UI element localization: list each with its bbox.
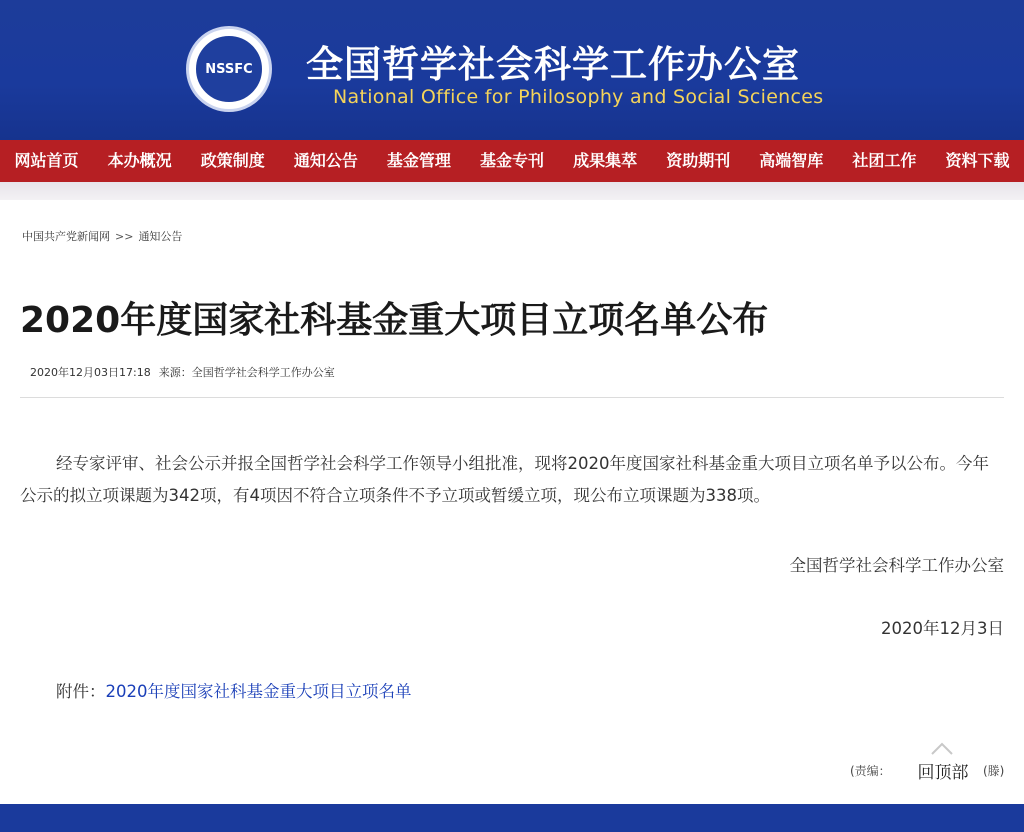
article-signature: 全国哲学社会科学工作办公室: [789, 556, 1004, 575]
attachment-link[interactable]: 2020年度国家社科基金重大项目立项名单: [105, 682, 412, 701]
source-label: 来源：: [158, 366, 192, 379]
nav-item-notices[interactable]: 通知公告: [293, 151, 358, 170]
nav-item-home[interactable]: 网站首页: [14, 151, 79, 170]
main-nav: [0, 140, 1024, 182]
article-datetime: 2020年12月03日17:18: [30, 366, 151, 379]
article-title: 2020年度国家社科基金重大项目立项名单公布: [20, 300, 769, 341]
nav-item-fund-management[interactable]: 基金管理: [386, 151, 451, 170]
article-body: 经专家评审、社会公示并报全国哲学社会科学工作领导小组批准，现将2020年度国家社科基金重大项目立项名单予以公布。今年公示的拟立项课题为342项，有4项因不符合立项条件不予立项或暂缓立项，现公布立项课题为338项。: [20, 454, 989, 505]
page-footer-bar: [0, 804, 1024, 832]
article-source: 全国哲学社会科学工作办公室: [191, 366, 335, 379]
nav-item-think-tank[interactable]: 高端智库: [759, 151, 824, 170]
nav-item-achievements[interactable]: 成果集萃: [573, 151, 638, 170]
nav-item-about[interactable]: 本办概况: [107, 151, 172, 170]
attachment: [56, 678, 412, 702]
site-subtitle: National Office for Philosophy and Social Sciences: [333, 86, 824, 108]
breadcrumb-root-link[interactable]: 中国共产党新闻网: [22, 230, 110, 243]
nssfc-logo[interactable]: [186, 26, 272, 112]
nav-item-policy[interactable]: 政策制度: [200, 151, 265, 170]
attachment-label: 附件：: [56, 682, 106, 701]
breadcrumb-current-link[interactable]: 通知公告: [138, 230, 183, 243]
back-to-top-button[interactable]: [906, 730, 980, 782]
editor-prefix: (责编：: [850, 764, 891, 778]
editor-suffix: (滕): [983, 764, 1005, 778]
back-to-top-label: 回顶部: [917, 763, 969, 783]
breadcrumb-separator: >>: [115, 230, 134, 243]
site-title: 全国哲学社会科学工作办公室: [306, 43, 800, 86]
logo-emblem: [194, 34, 264, 104]
nav-item-societies[interactable]: 社团工作: [852, 151, 917, 170]
logo-text: NSSFC: [205, 61, 253, 77]
article-content: [0, 200, 1024, 800]
breadcrumb: [22, 228, 182, 244]
nav-item-fund-special[interactable]: 基金专刊: [480, 151, 545, 170]
article-date: 2020年12月3日: [881, 619, 1004, 638]
nav-shadow-divider: [0, 182, 1024, 200]
site-header: [0, 0, 1024, 140]
nav-item-downloads[interactable]: 资料下载: [945, 151, 1010, 170]
meta-divider: [20, 397, 1004, 398]
article-meta: [30, 364, 335, 380]
nav-item-journals[interactable]: 资助期刊: [666, 151, 731, 170]
